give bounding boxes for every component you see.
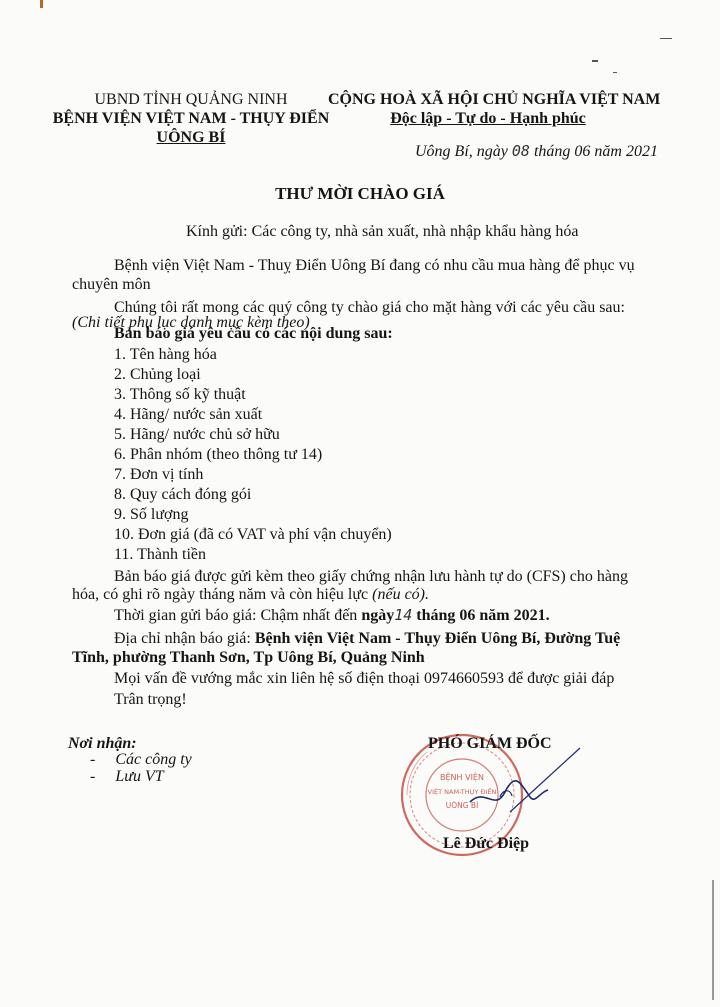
intro-line-1: Bệnh viện Việt Nam - Thuỵ Điển Uông Bí đang có nhu cầu mua hàng để phục vụ	[114, 257, 635, 274]
list-item: 10. Đơn giá (đã có VAT và phí vận chuyển)	[114, 526, 392, 543]
contact-line: Mọi vấn đề vướng mắc xin liên hệ số điện thoại 0974660593 để được giải đáp	[114, 670, 615, 687]
cfs-line-2-note: (nếu có).	[372, 586, 429, 603]
handwritten-signature	[440, 742, 590, 832]
list-item: 11. Thành tiền	[114, 546, 206, 563]
scan-mark	[660, 38, 672, 39]
address-bold-1: Bệnh viện Việt Nam - Thụy Điển Uông Bí, Đường Tuệ	[254, 630, 621, 647]
svg-text:VIỆT NAM-THỤY ĐIỂN: VIỆT NAM-THỤY ĐIỂN	[427, 788, 497, 796]
cfs-line-1: Bản báo giá được gửi kèm theo giấy chứng nhận lưu hành tự do (CFS) cho hàng	[114, 568, 628, 585]
date-day-handwritten: 08	[511, 142, 530, 160]
address-line-1	[114, 629, 620, 648]
recipient-item: - Lưu VT	[90, 768, 164, 785]
document-title: THƯ MỜI CHÀO GIÁ	[275, 184, 445, 203]
scan-mark	[40, 0, 43, 8]
list-item: 1. Tên hàng hóa	[114, 346, 217, 363]
list-item: 6. Phân nhóm (theo thông tư 14)	[114, 446, 323, 463]
greeting: Kính gửi: Các công ty, nhà sản xuất, nhà nhập khẩu hàng hóa	[186, 223, 579, 240]
request-line: Chúng tôi rất mong các quý công ty chào giá cho mặt hàng với các yêu cầu sau:	[114, 299, 625, 316]
list-item: 5. Hãng/ nước chủ sở hữu	[114, 426, 280, 443]
address-label: Địa chỉ nhận báo giá:	[114, 630, 255, 647]
national-name: CỘNG HOÀ XÃ HỘI CHỦ NGHĨA VIỆT NAM	[328, 91, 661, 108]
cfs-line-2-text: hóa, có ghi rõ ngày tháng năm và còn hiệu lực	[72, 586, 373, 603]
scan-mark	[592, 60, 598, 62]
list-item: 2. Chủng loại	[114, 366, 201, 383]
svg-text:BỆNH VIỆN: BỆNH VIỆN	[440, 773, 484, 782]
requirements-heading: Bản báo giá yêu cầu có các nội dung sau:	[114, 325, 393, 342]
national-motto: Độc lập - Tự do - Hạnh phúc	[390, 110, 586, 127]
cfs-line-2	[72, 585, 429, 604]
issuer-block	[50, 90, 332, 147]
issuer-location: UÔNG BÍ	[156, 129, 226, 146]
issuer-province: UBND TỈNH QUẢNG NINH	[94, 91, 288, 108]
list-item: 9. Số lượng	[114, 506, 189, 523]
list-item: 4. Hãng/ nước sản xuất	[114, 406, 263, 423]
scan-mark	[712, 880, 714, 1000]
svg-text:UÔNG BÍ: UÔNG BÍ	[445, 801, 479, 810]
appendix-note: (Chi tiết phụ lục danh mục kèm theo)	[72, 314, 310, 331]
closing-line: Trân trọng!	[114, 691, 187, 708]
deadline-line	[114, 606, 550, 625]
address-line-2: Tĩnh, phường Thanh Sơn, Tp Uông Bí, Quảng Ninh	[72, 649, 425, 666]
list-item: 3. Thông số kỹ thuật	[114, 386, 246, 403]
list-item: 8. Quy cách đóng gói	[114, 486, 252, 503]
deadline-day-word: ngày	[361, 607, 395, 624]
recipient-item: - Các công ty	[90, 751, 192, 768]
date-prefix: Uông Bí, ngày	[415, 143, 512, 160]
issuer-hospital: BỆNH VIỆN VIỆT NAM - THỤY ĐIỂN	[52, 110, 330, 127]
intro-line-2: chuyên môn	[72, 276, 151, 293]
deadline-month-year: tháng 06 năm 2021.	[412, 607, 550, 624]
signatory-name: Lê Đức Điệp	[443, 835, 530, 852]
signature-title: PHÓ GIÁM ĐỐC	[428, 735, 552, 752]
scan-mark	[613, 72, 617, 73]
list-item: 7. Đơn vị tính	[114, 466, 204, 483]
date-line	[415, 142, 658, 161]
deadline-day-handwritten: 14	[394, 606, 413, 624]
national-motto-block	[328, 90, 661, 128]
date-suffix: tháng 06 năm 2021	[529, 143, 658, 160]
deadline-label: Thời gian gửi báo giá: Chậm nhất đến	[114, 607, 362, 624]
recipients-heading: Nơi nhận:	[68, 735, 137, 752]
